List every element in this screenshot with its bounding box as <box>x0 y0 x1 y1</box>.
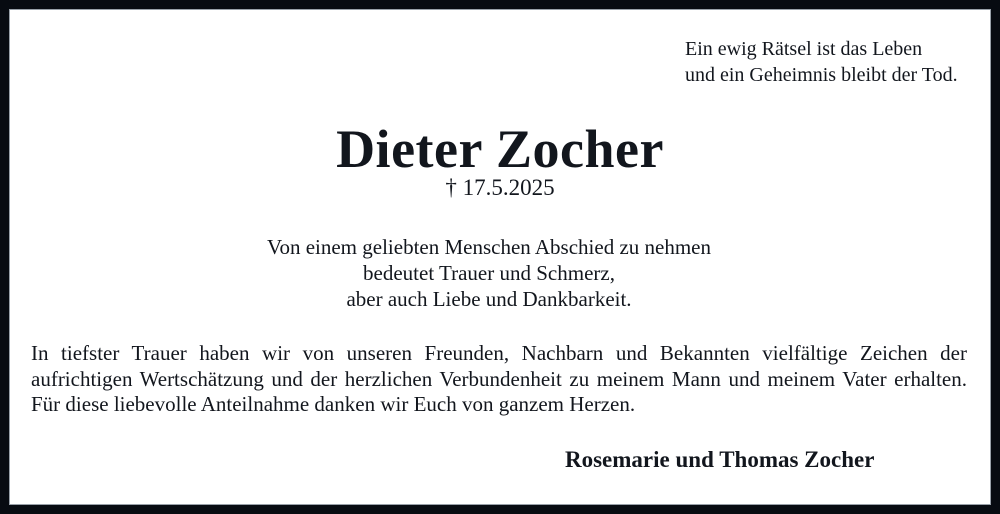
epigraph <box>685 36 958 88</box>
epigraph-line-1: Ein ewig Rätsel ist das Leben <box>685 38 923 60</box>
verse-line-1: Von einem geliebten Menschen Abschied zu nehmen <box>267 235 711 259</box>
mourning-verse <box>9 234 969 312</box>
family-signature: Rosemarie und Thomas Zocher <box>565 447 875 472</box>
thanks-message: In tiefster Trauer haben wir von unseren Freunden, Nachbarn und Bekannten vielfältige Zeichen der aufrichtigen Wertschätzung und der herzlichen Verbundenheit zu meinem Mann und meinem Vater erhalten. Für diese liebevolle Anteilnahme danken wir Euch von ganzem Herzen. <box>31 341 967 416</box>
death-date: † 17.5.2025 <box>445 175 555 200</box>
verse-line-3: aber auch Liebe und Dankbarkeit. <box>346 287 632 311</box>
epigraph-line-2: und ein Geheimnis bleibt der Tod. <box>685 64 958 86</box>
deceased-name: Dieter Zocher <box>336 119 664 179</box>
verse-line-2: bedeutet Trauer und Schmerz, <box>363 261 615 285</box>
